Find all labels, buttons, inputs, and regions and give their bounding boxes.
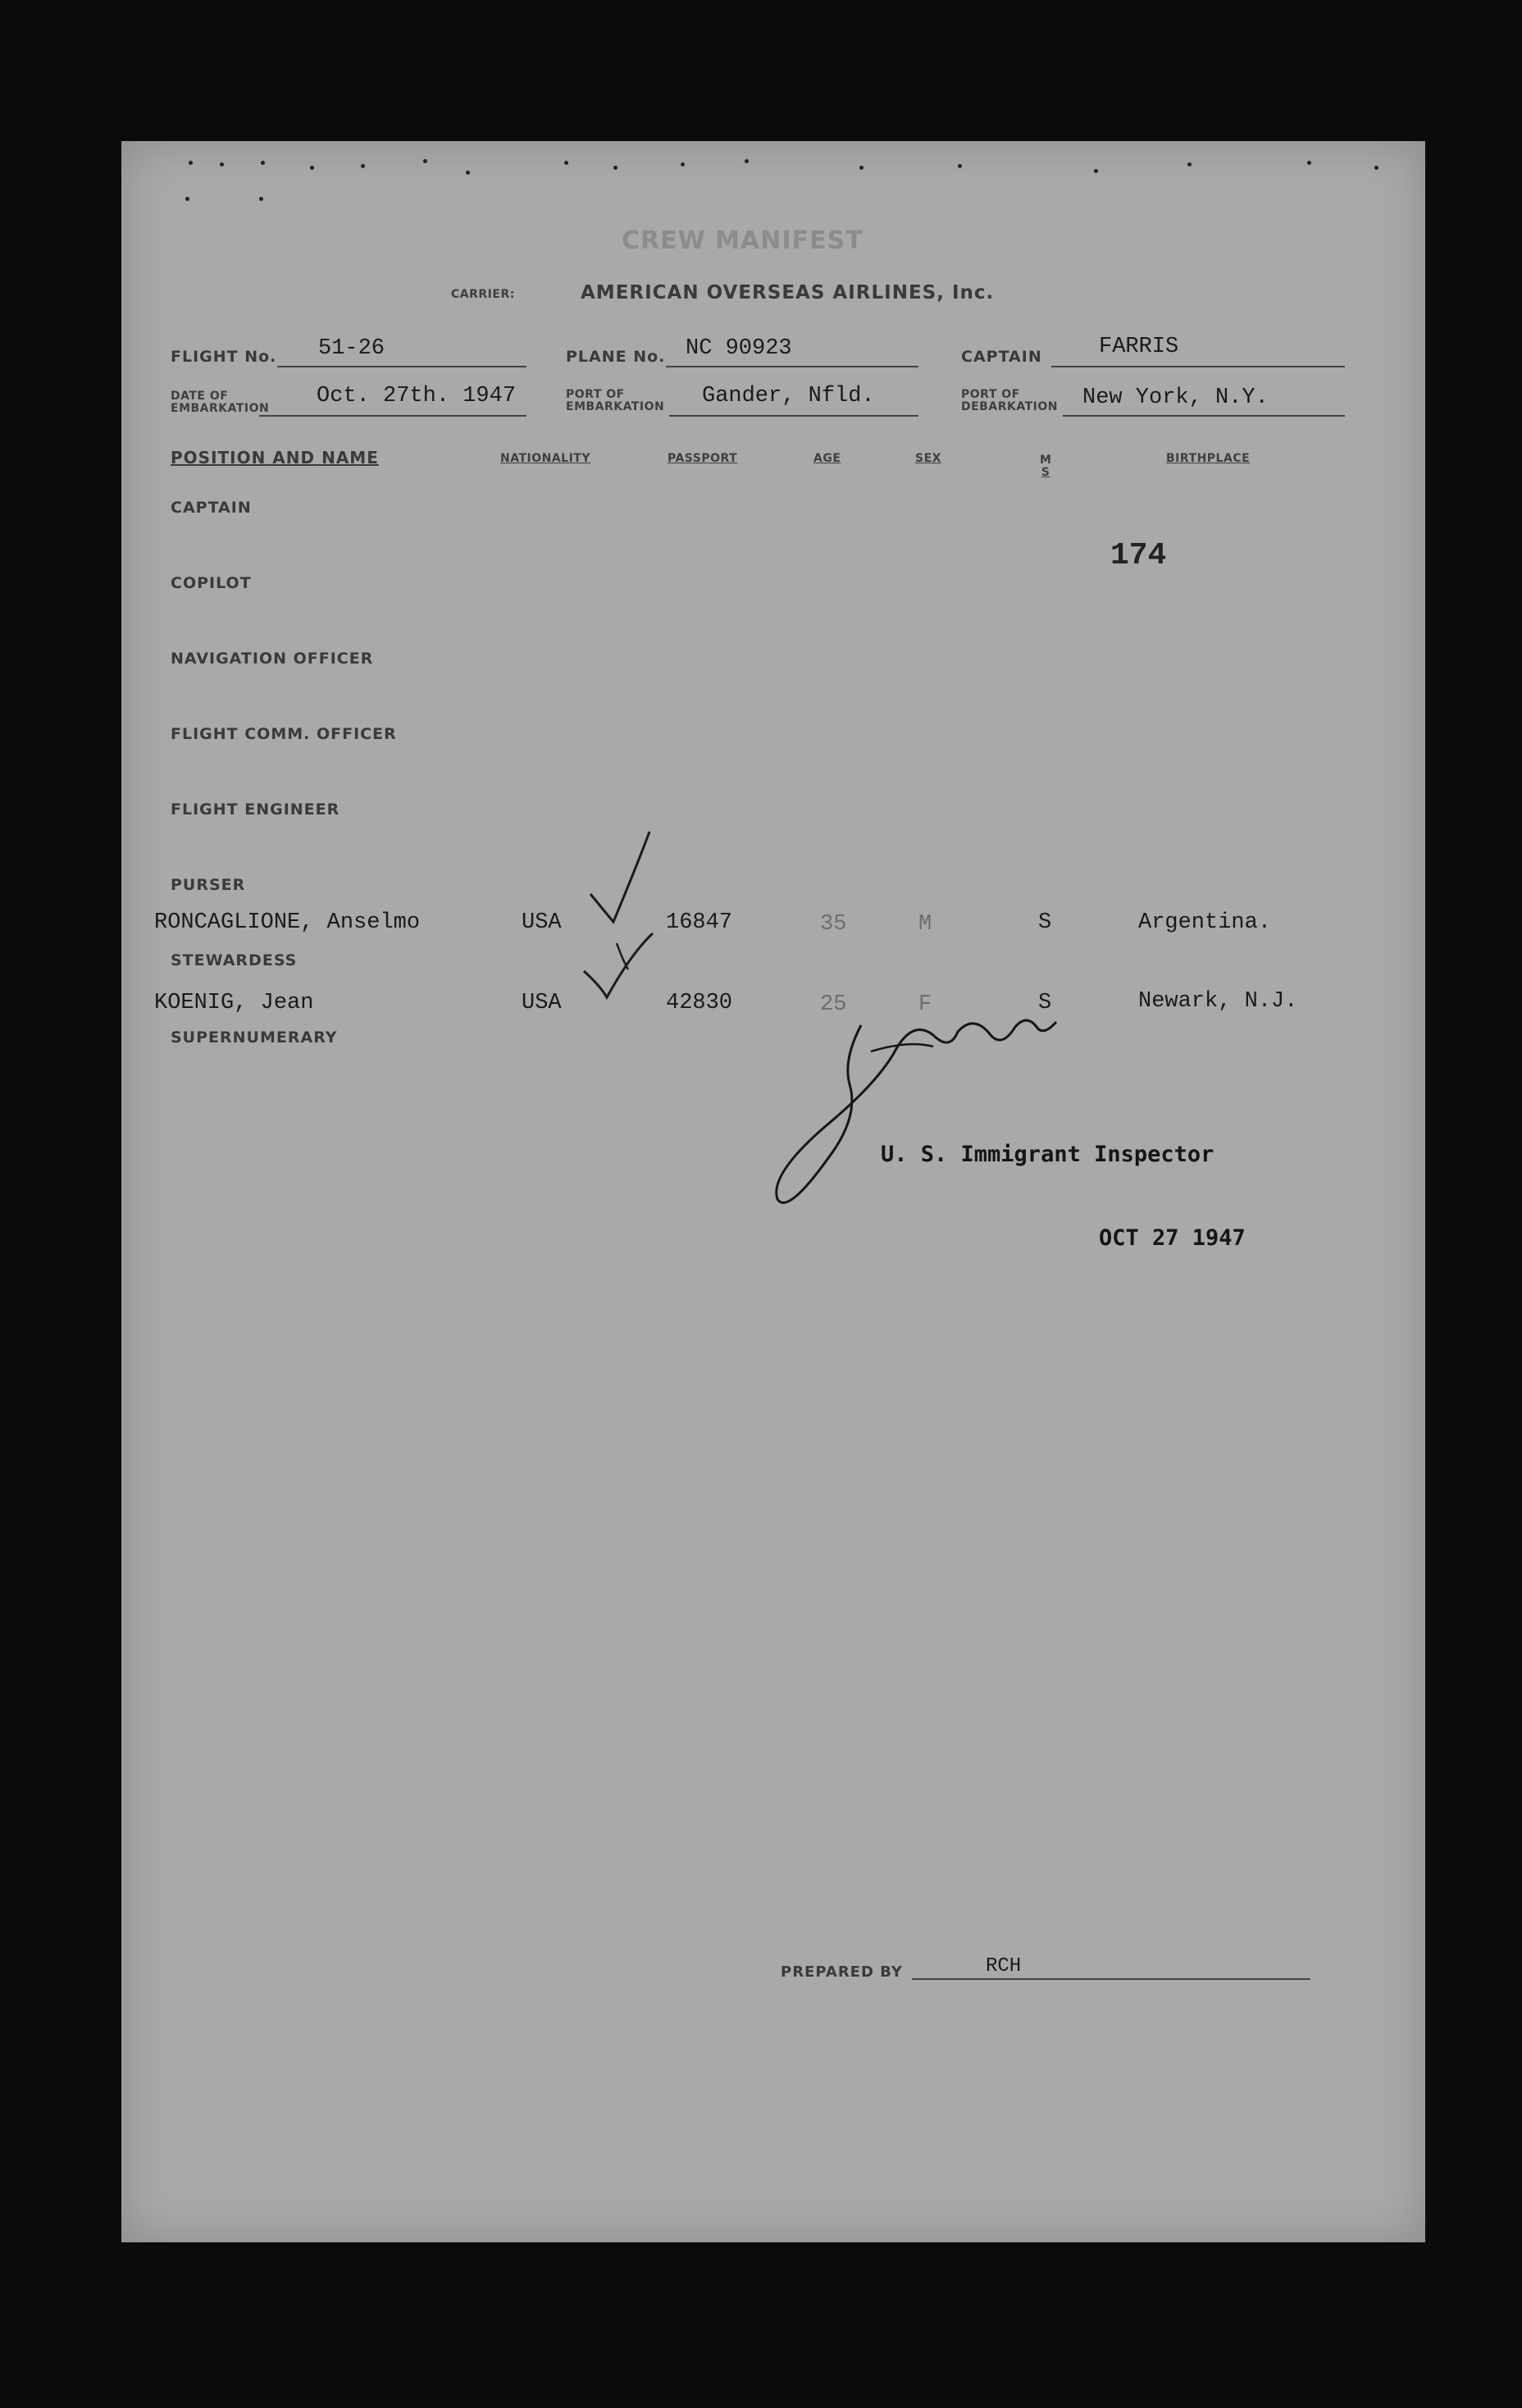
position-captain: CAPTAIN	[171, 499, 252, 517]
inspector-title: U. S. Immigrant Inspector	[881, 1142, 1214, 1167]
crew-marital: S	[1038, 910, 1052, 935]
crew-passport: 16847	[666, 910, 733, 935]
port-embarkation: Gander, Nfld.	[702, 384, 875, 408]
position-supernumerary: SUPERNUMERARY	[171, 1028, 338, 1047]
crew-birthplace: Argentina.	[1138, 910, 1272, 935]
captain-label: CAPTAIN	[961, 348, 1042, 366]
crew-birthplace: Newark, N.J.	[1138, 989, 1298, 1014]
port-debarkation-label: PORT OF DEBARKATION	[961, 388, 1058, 413]
col-marital: M S	[1040, 454, 1052, 479]
crew-sex: M	[918, 912, 932, 937]
crew-name: KOENIG, Jean	[154, 991, 314, 1015]
crew-name: RONCAGLIONE, Anselmo	[154, 910, 421, 935]
carrier-label: CARRIER:	[451, 288, 515, 301]
position-engineer: FLIGHT ENGINEER	[171, 800, 340, 819]
col-sex: SEX	[915, 452, 941, 465]
crew-age: 25	[820, 992, 847, 1017]
check-mark-icon	[590, 832, 649, 922]
date-label: DATE OF EMBARKATION	[171, 390, 270, 415]
col-position-name: POSITION AND NAME	[171, 448, 379, 467]
check-mark-icon	[617, 943, 628, 969]
crew-marital: S	[1038, 991, 1052, 1015]
port-debarkation: New York, N.Y.	[1082, 385, 1269, 410]
position-stewardess: STEWARDESS	[171, 951, 298, 969]
manifest-sheet	[121, 141, 1425, 2242]
embarkation-date: Oct. 27th. 1947	[317, 384, 517, 408]
carrier-name: AMERICAN OVERSEAS AIRLINES, Inc.	[581, 282, 995, 303]
col-nationality: NATIONALITY	[500, 452, 590, 465]
captain-name: FARRIS	[1099, 335, 1179, 359]
check-mark-icon	[584, 933, 653, 997]
plane-no-label: PLANE No.	[566, 348, 666, 366]
flight-no: 51-26	[318, 336, 385, 361]
crew-passport: 42830	[666, 991, 733, 1015]
handwriting-overlay	[121, 141, 1425, 2242]
col-passport: PASSPORT	[668, 452, 738, 465]
plane-no: NC 90923	[686, 336, 792, 361]
crew-nationality: USA	[522, 991, 562, 1015]
position-copilot: COPILOT	[171, 574, 252, 592]
form-title: CREW MANIFEST	[622, 226, 864, 255]
col-birthplace: BIRTHPLACE	[1166, 452, 1251, 465]
port-embarkation-label: PORT OF EMBARKATION	[566, 388, 665, 413]
date-stamp: OCT 27 1947	[1099, 1225, 1246, 1251]
crew-age: 35	[820, 912, 847, 937]
crew-nationality: USA	[522, 910, 562, 935]
prepared-by-label: PREPARED BY	[781, 1963, 903, 1981]
col-age: AGE	[813, 452, 841, 465]
flight-no-label: FLIGHT No.	[171, 348, 277, 366]
position-comm: FLIGHT COMM. OFFICER	[171, 725, 397, 743]
position-navigation: NAVIGATION OFFICER	[171, 650, 374, 668]
signature	[777, 1020, 1056, 1202]
page-number: 174	[1110, 538, 1167, 573]
position-purser: PURSER	[171, 876, 246, 894]
prepared-by-initials: RCH	[986, 1955, 1022, 1977]
crew-sex: F	[918, 992, 932, 1017]
